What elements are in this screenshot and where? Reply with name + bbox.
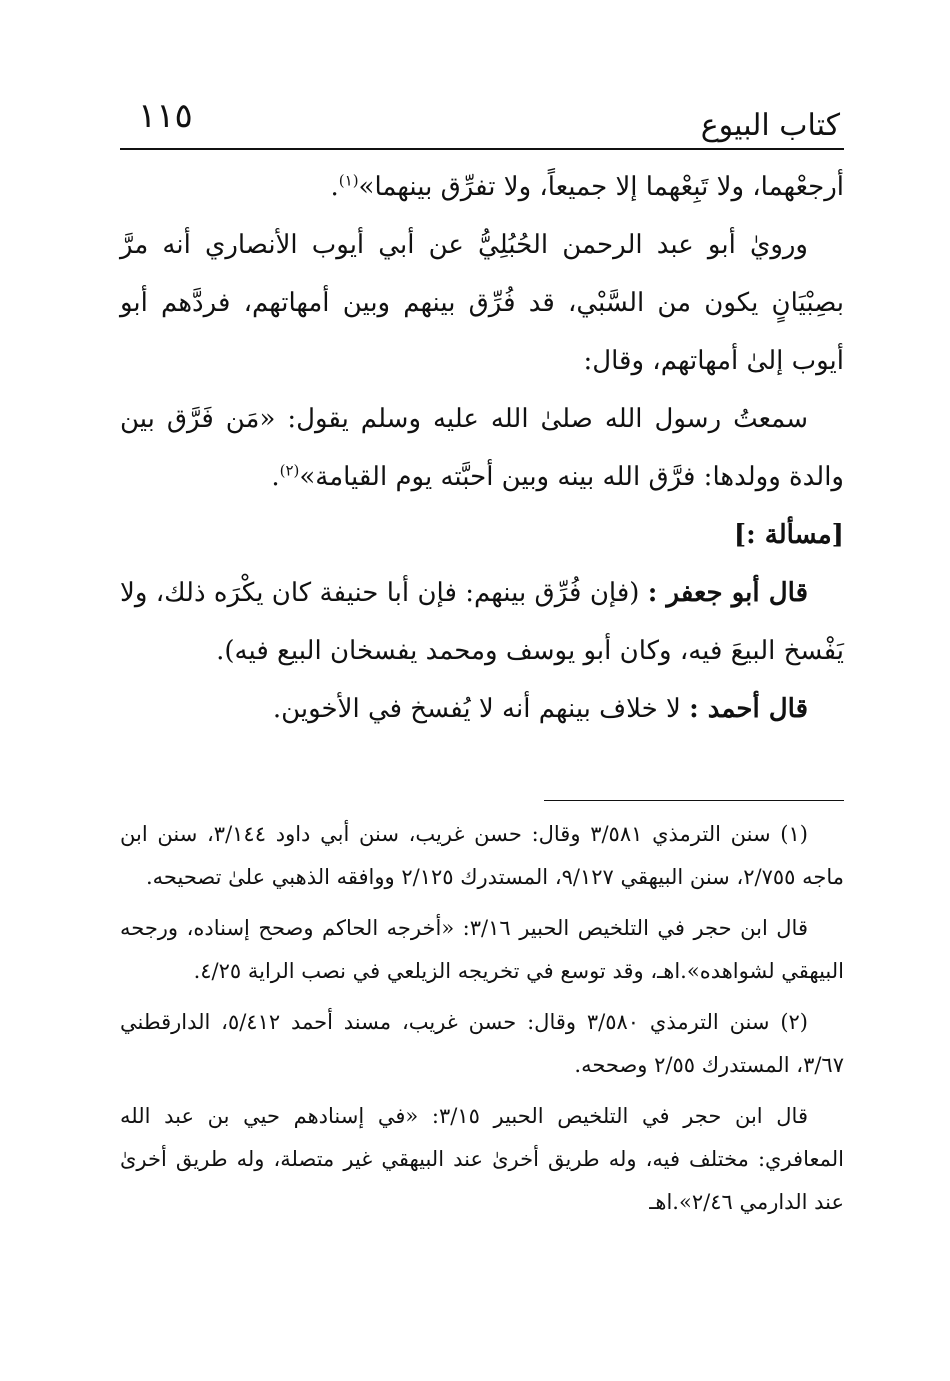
paragraph-3-text: سمعتُ رسول الله صلىٰ الله عليه وسلم يقول: «مَن فَرَّق بين والدة وولدها: فرَّق الله بينه وبين أحبَّته يوم القيامة» xyxy=(120,404,844,492)
footnote-divider xyxy=(544,800,844,801)
footnotes xyxy=(120,813,844,1224)
footnote-1-note: قال ابن حجر في التلخيص الحبير ٣/١٦: «أخرجه الحاكم وصحح إسناده، ورجحه البيهقي لشواهده».اهـ، وقد توسع في تخريجه الزيلعي في نصب الراية ٤/٢٥. xyxy=(120,916,844,983)
paragraph-1 xyxy=(120,158,844,216)
paragraph-3 xyxy=(120,390,844,506)
footnote-1: (١) سنن الترمذي ٣/٥٨١ وقال: حسن غريب، سنن أبي داود ٣/١٤٤، سنن ابن ماجه ٢/٧٥٥، سنن البيهقي ٩/١٢٧، المستدرك ٢/١٢٥ ووافقه الذهبي علىٰ تصحيحه. xyxy=(120,822,844,889)
footnote-2-note: قال ابن حجر في التلخيص الحبير ٣/١٥: «في إسنادهم حيي بن عبد الله المعافري: مختلف فيه، وله طريق أخرىٰ عند البيهقي غير متصلة، وله طريق أخرىٰ عند الدارمي ٢/٤٦».اهـ xyxy=(120,1104,844,1214)
book-page xyxy=(120,88,844,1268)
paragraph-2: ورويٰ أبو عبد الرحمن الحُبُلِيُّ عن أبي أيوب الأنصاري أنه مرَّ بصِبْيَانٍ يكون من السَّبْي، قد فُرِّق بينهم وبين أمهاتهم، فردَّهم أبو أيوب إلىٰ أمهاتهم، وقال: xyxy=(120,230,844,376)
book-title: كتاب البيوع xyxy=(700,108,840,143)
page-number: ١١٥ xyxy=(138,96,193,136)
speaker-abu-jafar: قال أبو جعفر : xyxy=(647,578,808,608)
paragraph-5 xyxy=(120,680,844,738)
footnote-ref-2: (٢) xyxy=(279,461,300,480)
speaker-ahmad: قال أحمد : xyxy=(689,694,808,724)
running-header xyxy=(120,88,844,150)
paragraph-3-end: . xyxy=(271,462,280,492)
main-text xyxy=(120,158,844,738)
paragraph-1-text: أرجعْهما، ولا تَبِعْهما إلا جميعاً، ولا تفرِّق بينهما» xyxy=(358,172,844,202)
paragraph-4-text: (فإن فُرِّق بينهم: فإن أبا حنيفة كان يكْرَه ذلك، ولا يَفْسخ البيعَ فيه، وكان أبو يوسف ومحمد يفسخان البيع فيه). xyxy=(120,578,844,666)
footnote-ref-1: (١) xyxy=(338,171,359,190)
issue-heading: [مسألة :] xyxy=(733,520,844,550)
paragraph-4 xyxy=(120,564,844,680)
paragraph-5-text: لا خلاف بينهم أنه لا يُفسخ في الأخوين. xyxy=(272,694,690,724)
paragraph-1-end: . xyxy=(330,172,339,202)
footnote-2: (٢) سنن الترمذي ٣/٥٨٠ وقال: حسن غريب، مسند أحمد ٥/٤١٢، الدارقطني ٣/٦٧، المستدرك ٢/٥٥ وصححه. xyxy=(120,1010,844,1077)
